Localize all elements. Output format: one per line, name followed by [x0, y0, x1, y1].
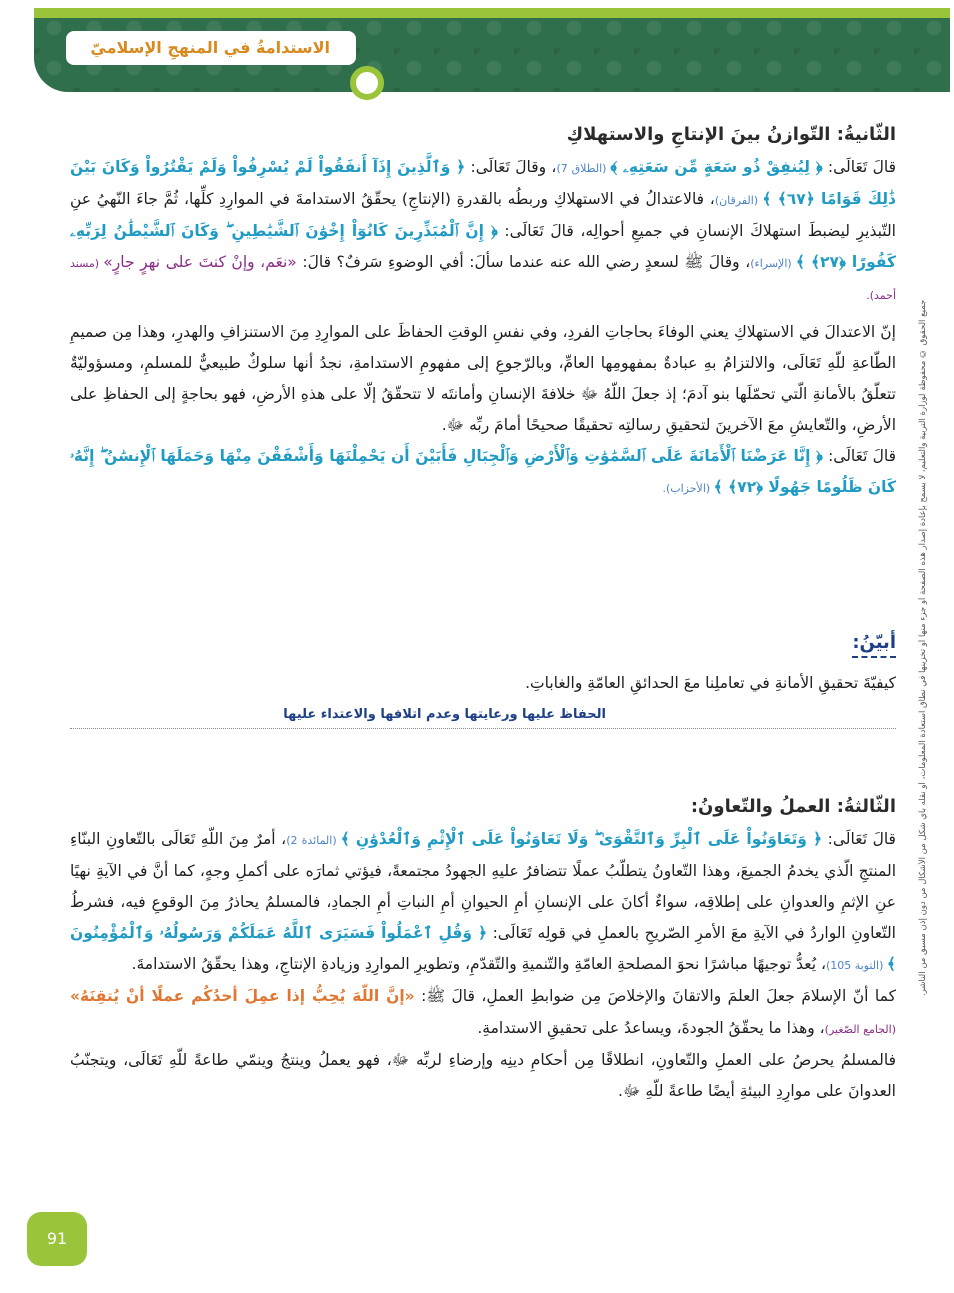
section-3-title: الثّالثةُ: العملُ والتّعاونُ: [690, 796, 896, 817]
quran-verse: ﴿ وَٱلَّذِينَ إِذَآ أَنفَقُواْ لَمْ يُسْرِفُواْ وَلَمْ يَقْتُرُواْ وَكَانَ بَيْنَ ذَٰلِكَ قَوَامًا ﴿٦٧﴾ ﴾ [70, 158, 896, 208]
citation: (مسند أحمد). [70, 257, 896, 302]
text-run: ، وقالَ تَعَالَى: [465, 158, 557, 176]
citation: (الجامع الصّغير) [824, 1023, 896, 1036]
text-run: قالَ تَعَالَى: [822, 158, 896, 176]
quran-verse: ﴿ إِنَّا عَرَضْنَا ٱلْأَمَانَةَ عَلَى ٱلسَّمَٰوَٰتِ وَٱلْأَرْضِ وَٱلْجِبَالِ فَأَبَيْنَ أَن يَحْمِلْنَهَا وَأَشْفَقْنَ مِنْهَا وَحَمَلَهَا ٱلْإِنسَٰنُ ۖ إِنَّهُۥ كَانَ ظَلُومًا جَهُولًا ﴿٧٢﴾ ﴾ [70, 447, 896, 496]
page-number: 91 [27, 1212, 87, 1266]
text-run: ، وهذا ما يحقّقُ الجودةَ، ويساعدُ على تحقيقِ الاستدامةِ. [477, 1019, 825, 1037]
citation: (الإسراء) [750, 257, 796, 270]
quran-verse: ﴿ لِيُنفِقْ ذُو سَعَةٍ مِّن سَعَتِهِۦ ﴾ [610, 158, 823, 176]
text-run: ، فالاعتدالُ في الاستهلاكِ وربطُه بالقدرةِ (الإنتاجِ) يحقّقُ الاستدامةَ في الموارِدِ كلِّها، ثُمَّ جاءَ النّهيُ عنِ التّبذيرِ ليضبطَ استهلاكَ الإنسانِ في جميعِ أحوالِه، قالَ تَعَالَى: [70, 190, 896, 240]
text-run: ، أمرٌ مِنَ اللّهِ تَعَالَى بالتّعاونِ البنّاءِ المنتجِ الّذي يخدمُ الجميعَ، وهذا التّعاونُ يتطلّبُ عملًا تتضافرُ عليهِ الجهودُ مجتمعةً، فيؤتي ثمارَه على أكملِ وجهٍ، كما أنَّ في الآيةِ نهيًا عنِ الإثمِ والعدوانِ على إطلاقِه، سواءٌ أكانَ على الإنسانِ أمِ الحيوانِ أمِ النباتِ أمِ الجمادِ، فالمسلمُ يحاذرُ مِنَ الوقوعِ فيه، فشرطُ التّعاونِ الواردُ في الآيةِ معَ الأمرِ الصّريحِ بالعملِ في قولِه تَعَالَى: [70, 830, 896, 942]
citation: (المائدة 2) [286, 834, 341, 847]
hadith-text: «نعَم، وإنْ كنتَ على نهرٍ جارٍ» [103, 253, 297, 271]
copyright-note: جميع الحقوق © محفوظة لوزارة التربية والتعليم، لا يسمح بإعادة إصدار هذه الصفحة أو جزء منها أو تخزينها في نطاق استعادة المعلومات، أو نقله بأي شكل من الأشكال من دون إذن مسبق من الناشر. [918, 300, 928, 997]
section-2 [70, 118, 896, 504]
question-label: أبيّنُ: [852, 630, 896, 658]
section-2-paragraph-3 [70, 441, 896, 504]
citation: (التوبة 105) [825, 959, 887, 972]
page-header-title: الاستدامةُ في المنهجِ الإسلاميّ [66, 31, 356, 65]
text-run: ، وقالَ ﷺ لسعدٍ رضي الله عنه عندما سألَ: أفي الوضوءِ سَرفٌ؟ قالَ: [296, 253, 751, 271]
quran-verse: ﴿ إِنَّ ٱلْمُبَذِّرِينَ كَانُوٓاْ إِخْوَٰنَ ٱلشَّيَٰطِينِ ۖ وَكَانَ ٱلشَّيْطَٰنُ لِرَبِّهِۦ كَفُورًا ﴿٢٧﴾ ﴾ [70, 222, 896, 271]
text-run: كما أنّ الإسلامَ جعلَ العلمَ والاتقانَ والإخلاصَ مِن ضوابطِ العملِ، قالَ ﷺ: [414, 987, 896, 1005]
citation: (الأحزاب). [662, 482, 714, 495]
section-3-paragraph-1 [70, 824, 896, 981]
text-run: ، يُعدُّ توجيهًا مباشرًا نحوَ المصلحةِ العامّةِ والتّنميةِ والتّقدّمِ، وتطويرِ الموارِدِ وزيادةِ الإنتاجِ، وهذا يحقّقُ الاستدامةَ. [131, 955, 826, 973]
section-3-paragraph-3: فالمسلمُ يحرصُ على العملِ والتّعاونِ، انطلاقًا مِن أحكامِ دينِه وإرضاءِ لربِّه ﷻ، فهو يعملُ وينتجُ وينمّي طاعةً للّهِ تَعَالَى، ويتجنّبُ العدوانَ على موارِدِ البيئةِ أيضًا طاعةً للّهِ ﷻ. [70, 1051, 896, 1100]
text-run: قالَ تَعَالَى: [822, 830, 896, 848]
citation: (الفرقان) [714, 194, 763, 207]
header-accent-strip [34, 8, 950, 18]
section-2-paragraph-2: إنّ الاعتدالَ في الاستهلاكِ يعني الوفاءَ بحاجاتِ الفردِ، وفي نفسِ الوقتِ الحفاظَ على الموارِدِ مِنَ الاستنزافِ والهدرِ، وهذا مِن صميمِ الطّاعةِ للّهِ تَعَالَى، والالتزامُ بهِ عبادةٌ بمفهومِها العامِّ، وبالرّجوعِ إلى مفهومِ الاستدامةِ، نجدُ أنها سلوكٌ طبيعيٌّ للمسلمِ، ومسؤوليّةٌ تتعلّقُ بالأمانةِ الّتي تحمّلَها بنو آدمَ؛ إذ جعلَ اللّهُ ﷻ خلافةَ الإنسانِ وأمانتَه لا تتحقّقُ إلّا على هذهِ الأرضِ، فهو بحاجةٍ إلى الحفاظِ على الأرضِ، والتّعايشِ معَ الآخرينَ لتحقيقِ رسالتِه تحقيقًا صحيحًا أمامَ ربِّه ﷻ. [70, 323, 896, 434]
section-2-title: الثّانيةُ: التّوازنُ بينَ الإنتاجِ والاستهلاكِ [566, 124, 896, 145]
question-text: كيفيّةَ تحقيقِ الأمانةِ في تعاملِنا معَ الحدائقِ العامّةِ والغاباتِ. [525, 674, 896, 692]
header-ring-decoration [350, 66, 384, 100]
section-3 [70, 790, 896, 1107]
section-3-paragraph-2 [70, 981, 896, 1045]
quran-verse: ﴿ وَقُلِ ٱعْمَلُواْ فَسَيَرَى ٱللَّهُ عَمَلَكُمْ وَرَسُولُهُۥ وَٱلْمُؤْمِنُونَ ﴾ [70, 924, 896, 973]
section-2-paragraph-1 [70, 152, 896, 311]
citation: (الطلاق 7) [556, 162, 611, 175]
quran-verse: ﴿ وَتَعَاوَنُواْ عَلَى ٱلْبِرِّ وَٱلتَّقْوَىٰ ۖ وَلَا تَعَاوَنُواْ عَلَى ٱلْإِثْمِ وَٱلْعُدْوَٰنِ ﴾ [340, 830, 823, 848]
hadith-text: «إنَّ اللّهَ يُحِبُّ إذا عمِلَ أحدُكُم عملًا أنْ يُتقِنَهُ» [70, 987, 415, 1005]
text-run: قالَ تَعَالَى: [822, 447, 896, 465]
answer-field[interactable]: الحفاظ عليها ورعايتها وعدم اتلافها والاعتداء عليها [70, 702, 896, 729]
question-box [70, 630, 896, 729]
